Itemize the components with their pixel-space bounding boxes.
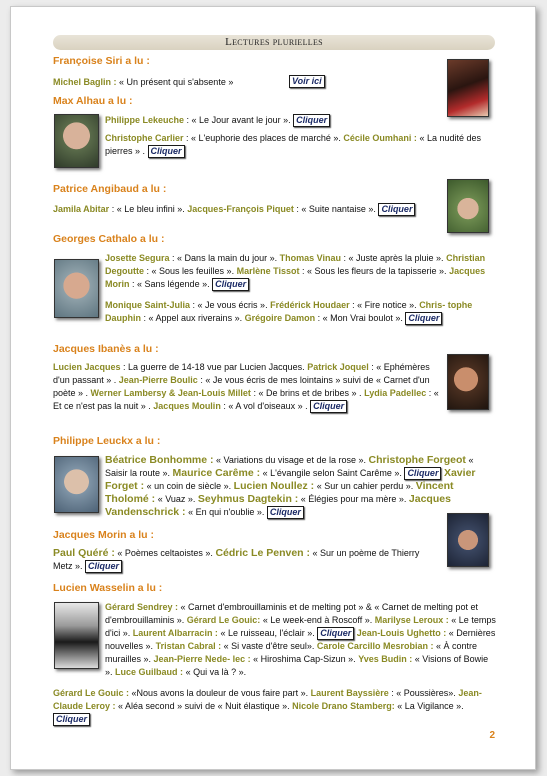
author-name: Christophe Forgeot (368, 454, 466, 466)
author-name: Jean-Pierre Nede- (153, 654, 231, 664)
book-title: : « Juste après la pluie ». (343, 253, 444, 263)
author-name: Jean-Louis Ughetto : (356, 628, 447, 638)
review-line (105, 454, 497, 519)
book-title: : « Suite nantaise ». (296, 204, 376, 214)
section-heading: Patrice Angibaud a lu : (53, 183, 167, 195)
book-title: : « Dans la main du jour ». (172, 253, 278, 263)
book-title: « Élégies pour ma (300, 494, 374, 504)
author-name: Philippe Lekeuche (105, 115, 185, 125)
book-title: : « Et ce n'est pas la nuit » . (53, 388, 439, 411)
author-name: Seyhmus Dagtekin : (197, 493, 299, 505)
author-name: Monique Saint-Julia (105, 300, 191, 310)
author-name: Jamila Abitar (53, 204, 110, 214)
book-title: « Le week-end à Roscoff ». (262, 615, 373, 625)
section-heading: Philippe Leuckx a lu : (53, 435, 161, 447)
author-name: Vincent Tholomé : (105, 480, 454, 505)
book-title: mère ». (375, 494, 407, 504)
section-banner: Lectures plurielles (53, 35, 495, 50)
book-title: : « Je vous écris ». (192, 300, 268, 310)
book-title: : « Mon Vrai boulot ». (317, 313, 403, 323)
book-title: : « Fire notice ». (352, 300, 417, 310)
author-name: Carole Carcillo Mesrobian : (316, 641, 434, 651)
section-heading: Jacques Morin a lu : (53, 529, 154, 541)
author-name: Michel Baglin : (53, 77, 117, 87)
book-title: « À contre murailles ». (105, 641, 477, 664)
review-line (105, 114, 450, 127)
book-title: et de bribes » . (302, 388, 362, 398)
author-name: Christian Degoutte (105, 253, 486, 276)
author-name: tophe Dauphin (105, 300, 473, 323)
author-name: Werner Lambersy & Jean-Louis Millet (90, 388, 251, 398)
book-title: Thierry Metz ». (53, 548, 420, 571)
page-number: 2 (489, 730, 495, 741)
author-name: Maurice Carême : (172, 467, 261, 479)
review-line (105, 601, 497, 679)
author-name: Luce Guilbaud : (115, 667, 184, 677)
author-photo-patrice-angibaud (447, 179, 489, 233)
review-line (53, 547, 425, 573)
author-name: Cédric Le Penven : (215, 547, 310, 559)
section-heading: Lucien Wasselin a lu : (53, 582, 163, 594)
book-title: : « Sans légende ». (132, 279, 210, 289)
book-title: : La guerre de 14-18 vue par Lucien Jacques. (123, 362, 305, 372)
author-photo-georges-cathalo (54, 259, 99, 318)
book-title: melting pot et d'embrouillaminis ». (105, 602, 478, 625)
review-line (105, 299, 495, 325)
author-name: Paul Quéré : (53, 547, 115, 559)
book-title: « La Vigilance ». (397, 701, 464, 711)
review-line (53, 687, 497, 726)
author-name: Marlène Tissot (236, 266, 300, 276)
voir-ici-link[interactable]: Voir ici (289, 75, 325, 88)
book-title: « Poèmes celtaoistes ». (117, 548, 213, 558)
cliquer-button[interactable]: Cliquer (85, 560, 122, 573)
cliquer-button[interactable]: Cliquer (404, 467, 441, 480)
author-name: Grégoire Damon (244, 313, 316, 323)
author-name: Gérard Sendrey : (105, 602, 179, 612)
book-title: d'oiseaux » . (257, 401, 308, 411)
book-title: « Visions of Bowie ». (105, 654, 489, 677)
author-name: Nicole Drano Stamberg: (292, 701, 395, 711)
review-line (105, 252, 493, 291)
author-name: Jean-Pierre Boulic (118, 375, 198, 385)
cliquer-button[interactable]: Cliquer (378, 203, 415, 216)
book-title: : « L'euphorie des places de marché ». (186, 133, 341, 143)
review-line (105, 132, 495, 158)
book-title: « L'évangile selon Saint Carême ». (262, 468, 402, 478)
book-title: « Dernières nouvelles ». (105, 628, 496, 651)
book-title: « La nudité des pierres » . (105, 133, 481, 156)
book-title: d'être seul». (265, 641, 315, 651)
cliquer-button[interactable]: Cliquer (148, 145, 185, 158)
cliquer-button[interactable]: Cliquer (405, 312, 442, 325)
section-heading: Jacques Ibanès a lu : (53, 343, 159, 355)
book-title: : « Le bleu infini ». (111, 204, 185, 214)
book-title: « Hiroshima Cap-Sizun ». (253, 654, 356, 664)
book-title: « un coin de siècle ». (146, 481, 232, 491)
book-title: « Sur un poème de (312, 548, 390, 558)
cliquer-button[interactable]: Cliquer (310, 400, 347, 413)
author-name: Tristan Cabral : (155, 641, 222, 651)
book-title: « Sur un cahier perdu ». (316, 481, 414, 491)
author-photo-francoise-siri (447, 59, 489, 117)
author-name: Lucien Jacques (53, 362, 121, 372)
book-title: « En qui n'oublie ». (188, 507, 265, 517)
book-title: : « A vol (223, 401, 255, 411)
review-line (53, 76, 233, 89)
author-name: lec : (232, 654, 251, 664)
book-title: « Variations du visage et de la rose ». (216, 455, 366, 465)
author-name: Patrick Joquel (307, 362, 369, 372)
author-name: Gérard Le Gouic : (53, 688, 130, 698)
book-title: « Ephémères d'un passant » . (53, 362, 430, 385)
section-heading: Françoise Siri a lu : (53, 55, 150, 67)
author-photo-jacques-ibanes (447, 354, 489, 410)
author-photo-max-alhau (54, 114, 99, 168)
author-name: Laurent (310, 688, 344, 698)
book-title: « Aléa second » suivi de « Nuit élastique ». (118, 701, 290, 711)
book-title: «Nous avons la douleur de vous faire part ». (131, 688, 309, 698)
author-name: Jean-Claude Leroy : (53, 688, 482, 711)
book-title: « Un présent qui s'absente » (119, 77, 234, 87)
book-title: : (371, 362, 374, 372)
author-name: Thomas Vinau (279, 253, 341, 263)
author-name: Christophe Carlier (105, 133, 184, 143)
section-heading: Max Alhau a lu : (53, 95, 133, 107)
author-name: Laurent Albarracin : (132, 628, 218, 638)
author-name: Jacques Moulin (153, 401, 221, 411)
author-name: Josette Segura (105, 253, 170, 263)
book-title: : « Le Jour avant le jour ». (186, 115, 291, 125)
book-title: : « Sous les fleurs de la tapisserie ». (301, 266, 447, 276)
author-name: Jacques Vandenschrick : (105, 493, 451, 518)
author-photo-jacques-morin (447, 513, 489, 567)
book-title: « Saisir la route ». (105, 455, 474, 478)
author-name: Lydia Padellec (364, 388, 427, 398)
author-name: Béatrice Bonhomme : (105, 454, 214, 466)
book-title: « Le ruisseau, l'éclair ». (220, 628, 315, 638)
book-title: : « Poussières». (391, 688, 456, 698)
book-title: : « Sous les feuilles ». (146, 266, 235, 276)
author-name: Xavier Forget : (105, 467, 476, 492)
author-photo-lucien-wasselin (54, 602, 99, 669)
cliquer-button[interactable]: Cliquer (267, 506, 304, 519)
author-name: Marilyse Leroux : (374, 615, 449, 625)
book-title: « Le temps d'ici ». (105, 615, 496, 638)
cliquer-button[interactable]: Cliquer (293, 114, 330, 127)
cliquer-button[interactable]: Cliquer (317, 627, 354, 640)
book-title: « (185, 667, 191, 677)
book-title: : « Je vous écris de mes lointains » (200, 375, 341, 385)
cliquer-button[interactable]: Cliquer (53, 713, 90, 726)
book-title: : « De brins (253, 388, 300, 398)
author-name: Bayssière (346, 688, 389, 698)
book-title: : « Appel aux riverains ». (143, 313, 243, 323)
author-photo-philippe-leuckx (54, 456, 99, 513)
author-name: Chris- (419, 300, 446, 310)
document-page (10, 6, 536, 770)
review-line (53, 203, 438, 216)
book-title: « Carnet d'embrouillaminis et de melting pot » & « Carnet de (180, 602, 422, 612)
review-line (53, 361, 441, 413)
book-title: « Vuaz ». (157, 494, 196, 504)
book-title: suivi de « Carnet d'un poète » . (53, 375, 430, 398)
book-title: « Si vaste (223, 641, 264, 651)
author-name: Gérard Le Gouic: (186, 615, 261, 625)
cliquer-button[interactable]: Cliquer (212, 278, 249, 291)
author-name: Lucien Noullez : (233, 480, 315, 492)
author-name: Frédérick Houdaer (270, 300, 350, 310)
author-name: Yves Budin : (358, 654, 413, 664)
section-heading: Georges Cathalo a lu : (53, 233, 165, 245)
author-name: Jacques Morin (105, 266, 486, 289)
author-name: Cécile Oumhani : (343, 133, 417, 143)
author-name: Jacques-François Piquet (187, 204, 294, 214)
book-title: Qui va là ? ». (193, 667, 247, 677)
